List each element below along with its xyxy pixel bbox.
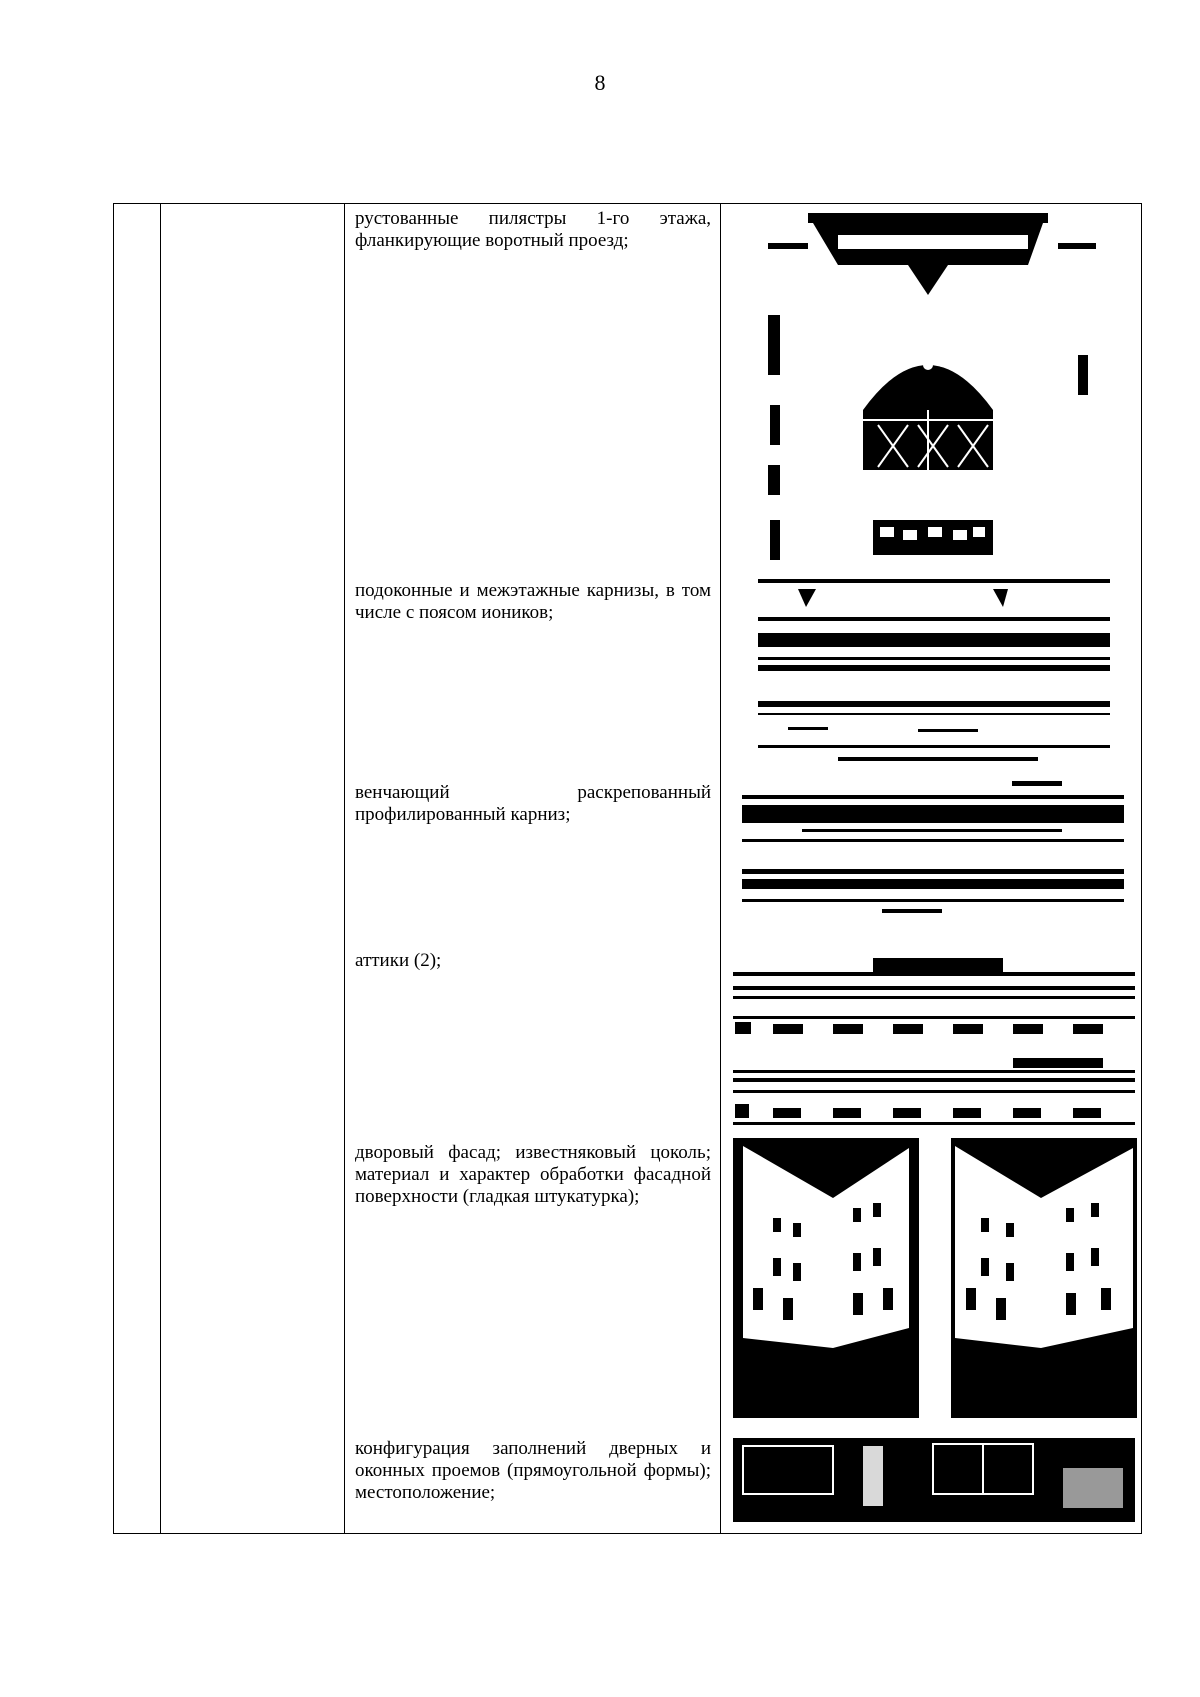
cornice-belt-photo — [758, 577, 1110, 771]
entry-text-crowning-cornice: венчающий раскрепованный профилированный карниз; — [355, 782, 711, 825]
column-divider-2 — [344, 204, 345, 1533]
courtyard-facade-photo-right — [951, 1138, 1137, 1418]
column-divider-3 — [720, 204, 721, 1533]
crowning-cornice-photo — [742, 777, 1124, 925]
courtyard-facade-photo-left — [733, 1138, 919, 1418]
page-number: 8 — [594, 70, 606, 95]
entry-text-attics: аттики (2); — [355, 950, 442, 971]
attic-photo — [733, 950, 1135, 1126]
arched-window-facade-photo — [768, 205, 1096, 561]
entry-text-cornices: подоконные и межэтажные карнизы, в том числе с поясом иоников; — [355, 580, 711, 623]
door-window-openings-photo — [733, 1438, 1135, 1522]
entry-text-pilasters: рустованные пилястры 1-го этажа, фланкирующие воротный проезд; — [355, 208, 711, 251]
entry-text-courtyard-facade: дворовый фасад; известняковый цоколь; материал и характер обработки фасадной поверхности (гладкая штукатурка); — [355, 1142, 711, 1207]
column-divider-1 — [160, 204, 161, 1533]
entry-text-openings: конфигурация заполнений дверных и оконных проемов (прямоугольной формы); местоположение; — [355, 1438, 711, 1503]
